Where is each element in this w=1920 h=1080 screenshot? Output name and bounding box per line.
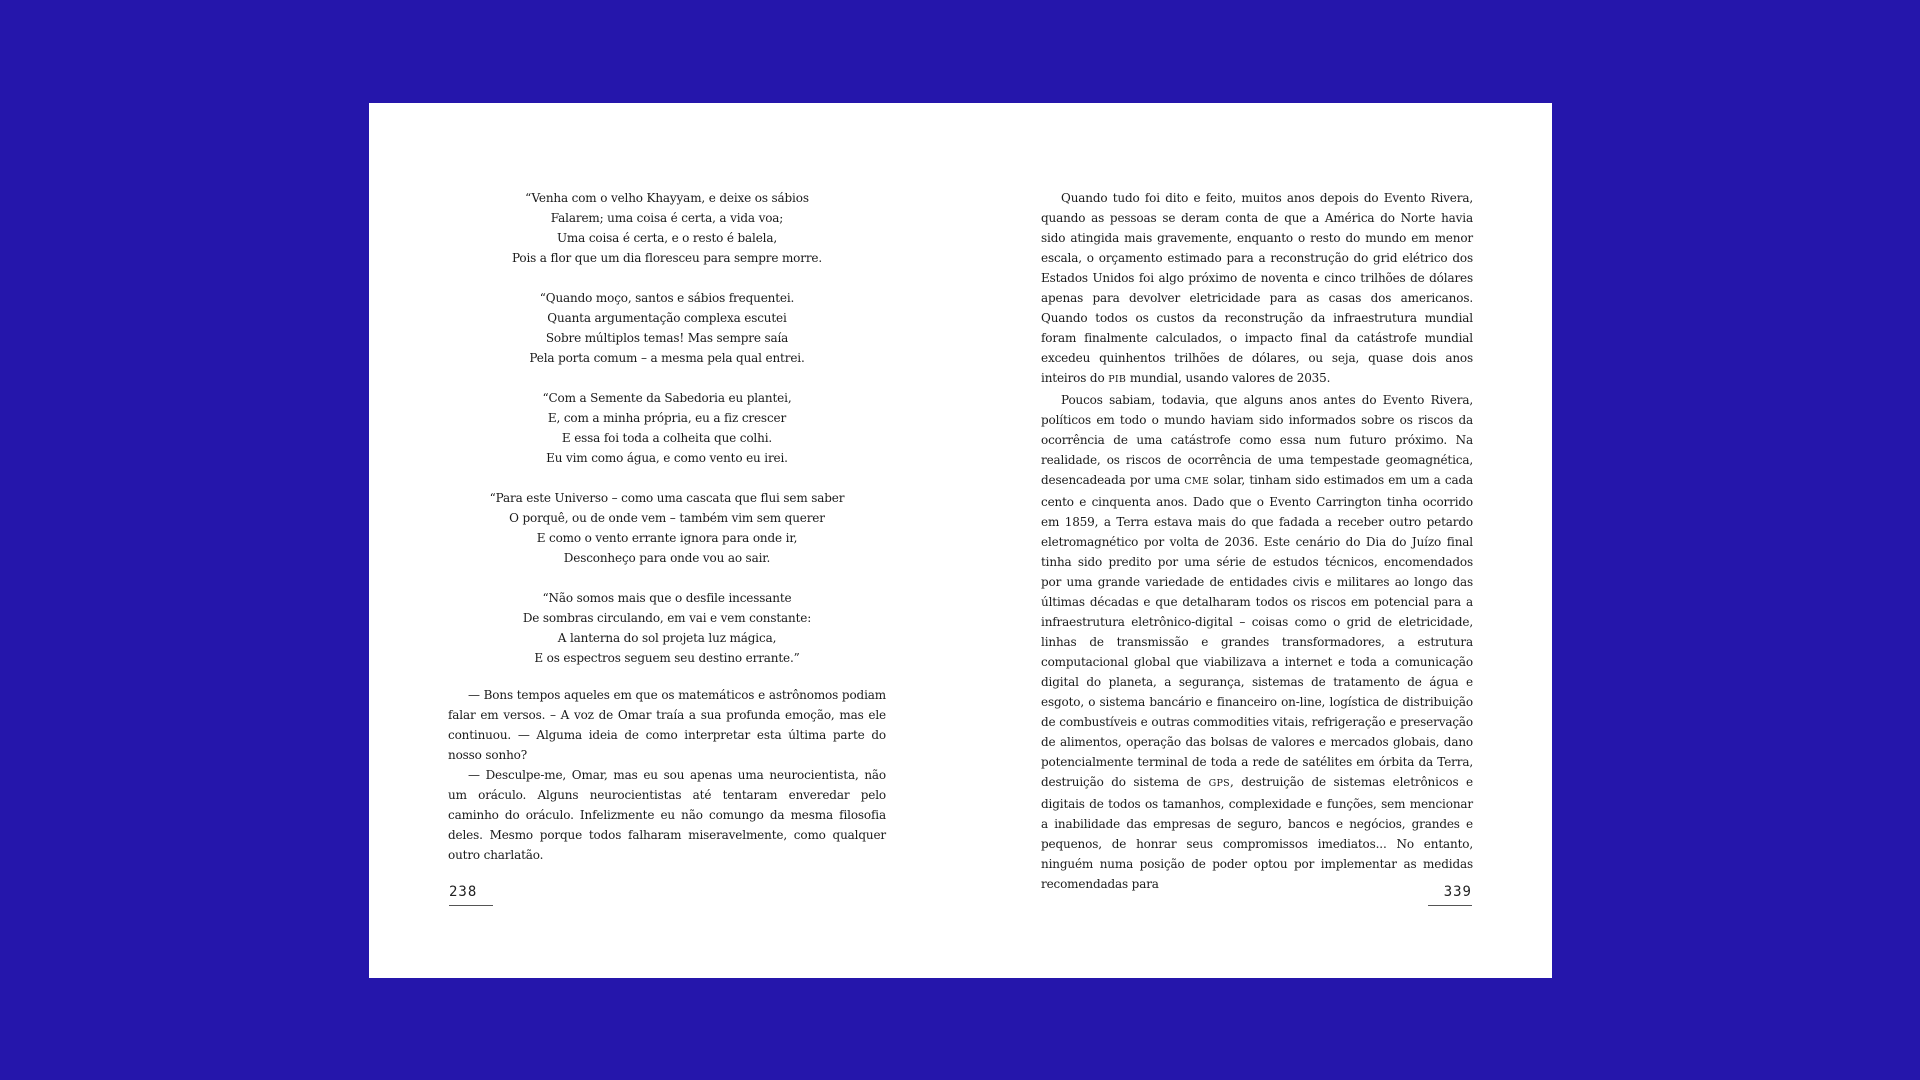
poem-line: E, com a minha própria, eu a fiz crescer xyxy=(547,411,787,425)
poem-line: De sombras circulando, em vai e vem constante: xyxy=(522,611,812,625)
poem-stanza xyxy=(449,288,885,368)
poem-line: E como o vento errante ignora para onde ir, xyxy=(536,531,798,545)
poem-line: A lanterna do sol projeta luz mágica, xyxy=(557,631,777,645)
poem-line: E os espectros seguem seu destino errante.” xyxy=(534,651,800,665)
poem-line: Sobre múltiplos temas! Mas sempre saía xyxy=(545,331,789,345)
body-paragraph xyxy=(1041,390,1473,894)
body-paragraph xyxy=(1041,188,1473,390)
poem-line: Desconheço para onde vou ao sair. xyxy=(563,551,771,565)
dialogue-paragraph: — Bons tempos aqueles em que os matemáticos e astrônomos podiam falar em versos. – A voz de Omar traía a sua profunda emoção, mas ele continuou. — Alguma ideia de como interpretar esta última parte do nosso sonho? xyxy=(448,688,886,762)
poem-line: O porquê, ou de onde vem – também vim sem querer xyxy=(509,511,825,525)
text-run: Poucos sabiam, todavia, que alguns anos antes do Evento Rivera, políticos em todo o mundo haviam sido informados sobre os riscos da ocorrência de uma catástrofe como essa num futuro próximo. Na realidade, os riscos de ocorrência de uma tempestade geomagnética, desencadeada por uma xyxy=(1041,393,1473,487)
text-run: solar, tinham sido estimados em um a cada cento e cinquenta anos. Dado que o Evento Carrington tinha ocorrido em 1859, a Terra estava mais do que fadada a receber outro petardo eletromagnético por volta de 2036. Este cenário do Dia do Juízo final tinha sido predito por uma série de estudos técnicos, encomendados por uma grande variedade de entidades civis e militares ao longo das últimas décadas e que detalharam todos os riscos em potencial para a infraestrutura eletrônico-digital – coisas como o grid de eletricidade, linhas de transmissão e grandes transformadores, a estrutura computacional global que viabilizava a internet e toda a comunicação digital do planeta, a segurança, sistemas de tratamento de água e esgoto, o sistema bancário e financeiro on-line, logística de distribuição de combustíveis e outras commodities vitais, refrigeração e preservação de alimentos, operação das bolsas de valores e mercados globais, dano potencialmente terminal de toda a rede de satélites em órbita da Terra, destruição do sistema de xyxy=(1041,473,1473,789)
poem-stanza xyxy=(449,488,885,568)
left-prose xyxy=(448,685,886,865)
poem-stanza xyxy=(449,388,885,468)
poem-stanza xyxy=(449,588,885,668)
poem-line: Eu vim como água, e como vento eu irei. xyxy=(546,451,788,465)
poem-line: Falarem; uma coisa é certa, a vida voa; xyxy=(550,211,784,225)
poem-line: Quanta argumentação complexa escutei xyxy=(547,311,787,325)
small-caps-abbr: PIB xyxy=(1108,374,1127,385)
right-page xyxy=(960,103,1552,978)
text-run: Quando tudo foi dito e feito, muitos anos depois do Evento Rivera, quando as pessoas se deram conta de que a América do Norte havia sido atingida mais gravemente, enquanto o resto do mundo em menor escala, o orçamento estimado para a reconstrução do grid elétrico dos Estados Unidos foi algo próximo de noventa e cinco trilhões de dólares apenas para devolver eletricidade para as casas dos americanos. Quando todos os custos da reconstrução da infraestrutura mundial foram finalmente calculados, o impacto final da catástrofe mundial excedeu quinhentos trilhões de dólares, ou seja, quase dois anos inteiros do xyxy=(1041,191,1473,385)
poem-line: Pois a flor que um dia floresceu para sempre morre. xyxy=(511,251,823,265)
dialogue-paragraph: — Desculpe-me, Omar, mas eu sou apenas uma neurocientista, não um oráculo. Alguns neurocientistas até tentaram enveredar pelo caminho do oráculo. Infelizmente eu não comungo da mesma filosofia deles. Mesmo porque todos falharam miseravelmente, como qualquer outro charlatão. xyxy=(448,768,886,862)
poem-line: “Quando moço, santos e sábios frequentei. xyxy=(539,291,795,305)
poem-line: “Para este Universo – como uma cascata que flui sem saber xyxy=(489,491,845,505)
page-number-right: 339 xyxy=(1428,883,1472,906)
text-run: , destruição de sistemas eletrônicos e digitais de todos os tamanhos, complexidade e funções, sem mencionar a inabilidade das empresas de seguro, bancos e negócios, grandes e pequenos, de honrar seus compromissos imediatos... No entanto, ninguém numa posição de poder optou por implementar as medidas recomendadas para xyxy=(1041,775,1473,891)
poem-line: E essa foi toda a colheita que colhi. xyxy=(561,431,773,445)
text-run: mundial, usando valores de 2035. xyxy=(1126,371,1331,385)
left-page xyxy=(369,103,960,978)
poem-line: “Não somos mais que o desfile incessante xyxy=(542,591,792,605)
poem-line: Pela porta comum – a mesma pela qual entrei. xyxy=(529,351,805,365)
poem-line: “Com a Semente da Sabedoria eu plantei, xyxy=(542,391,792,405)
page-number-left: 238 xyxy=(449,883,493,906)
poem-line: Uma coisa é certa, e o resto é balela, xyxy=(556,231,778,245)
small-caps-abbr: CME xyxy=(1184,476,1210,487)
right-prose xyxy=(1041,188,1473,894)
small-caps-abbr: GPS xyxy=(1208,778,1230,789)
poem-stanza xyxy=(449,188,885,268)
book-spread xyxy=(369,103,1552,978)
poem xyxy=(449,188,885,688)
poem-line: “Venha com o velho Khayyam, e deixe os sábios xyxy=(525,191,809,205)
